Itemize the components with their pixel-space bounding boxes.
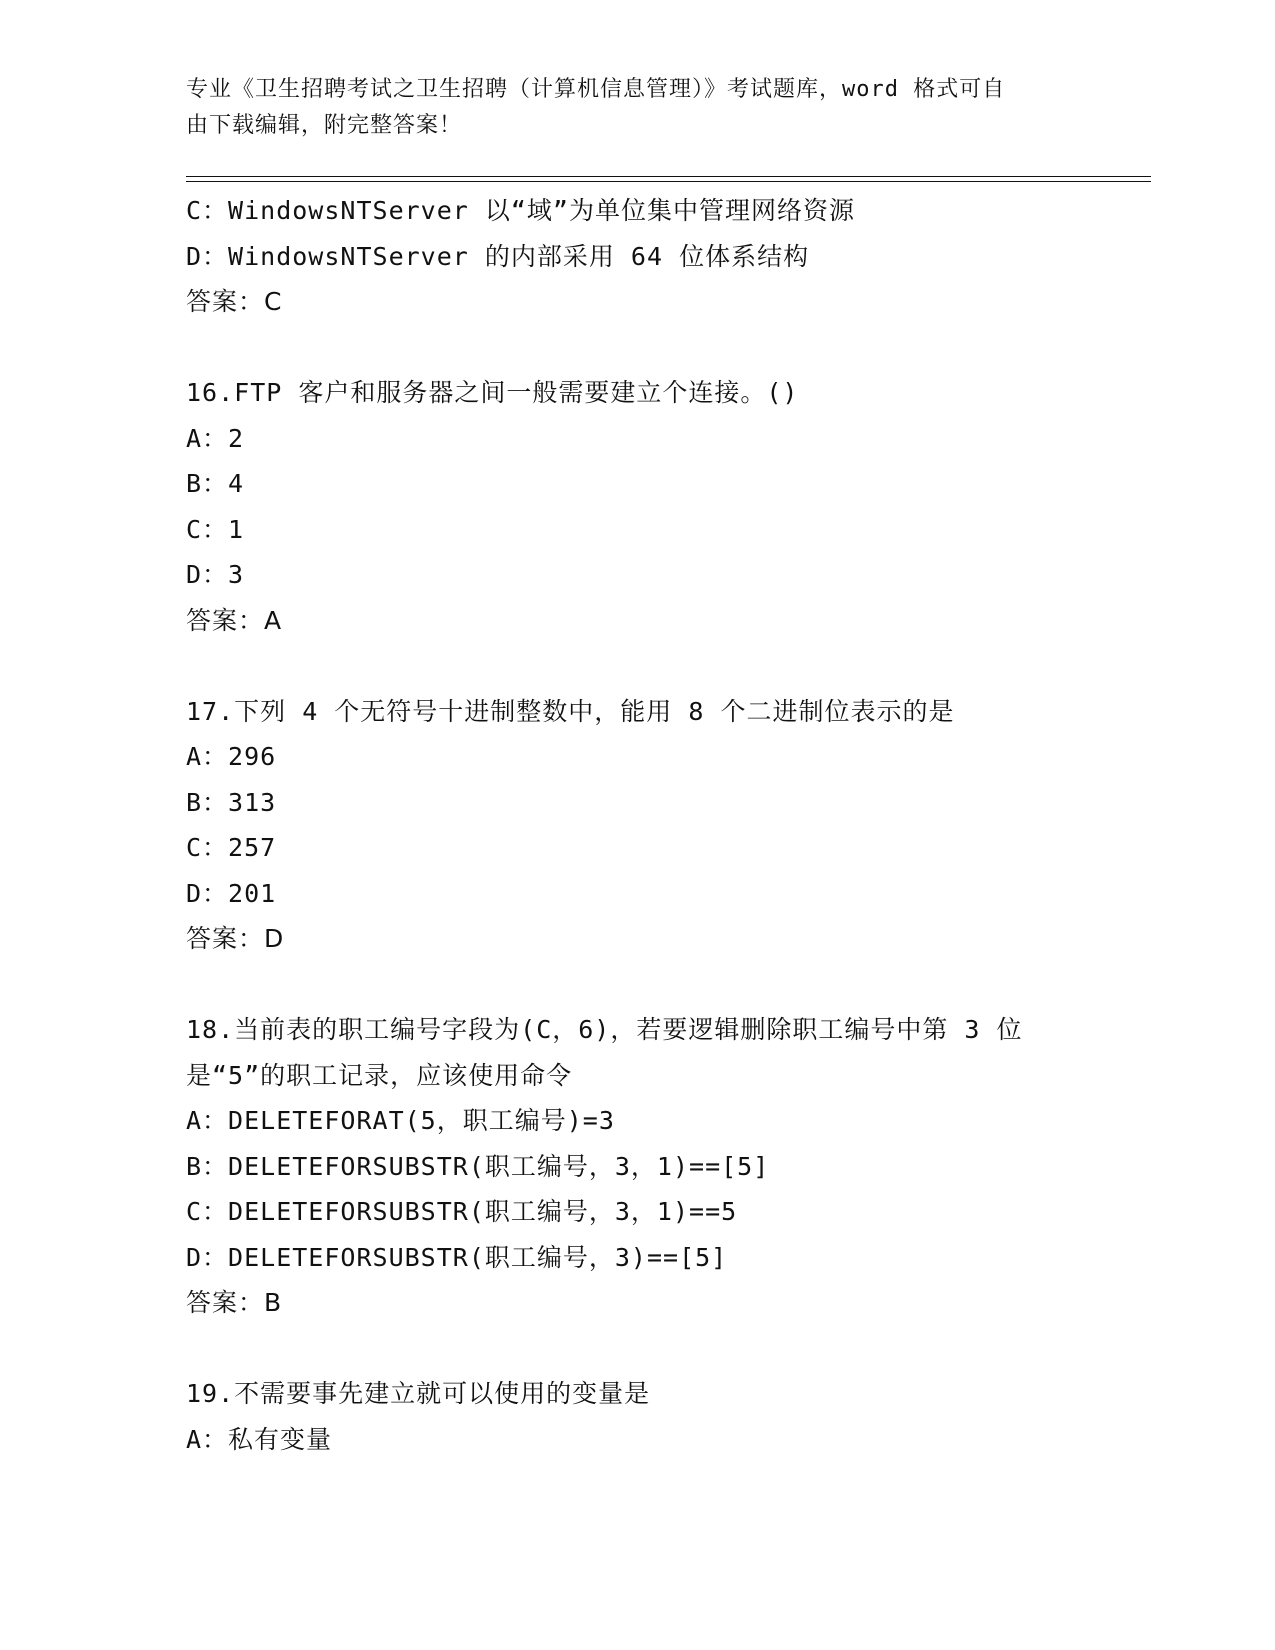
option-a: A：296 <box>186 742 277 771</box>
header-line-2: 由下载编辑，附完整答案！ <box>186 113 463 138</box>
option-a: A：2 <box>186 423 245 453</box>
question-stem: 18.当前表的职工编号字段为(C，6)，若要逻辑删除职工编号中第 3 位 <box>186 1015 1023 1044</box>
option-b: B：313 <box>186 787 277 817</box>
header-divider-top <box>186 176 1151 177</box>
option-c: C：257 <box>186 833 277 862</box>
option-d: D：201 <box>186 878 277 908</box>
option-d: D：DELETEFORSUBSTR(职工编号，3)==[5] <box>186 1242 728 1272</box>
spacer <box>186 325 1086 371</box>
answer-line: 答案：C <box>186 287 283 316</box>
spacer <box>186 1326 1086 1372</box>
prev-question <box>186 188 1086 325</box>
spacer <box>186 962 1086 1008</box>
question-stem: 17.下列 4 个无符号十进制整数中，能用 8 个二进制位表示的是 <box>186 696 955 726</box>
spacer <box>186 643 1086 689</box>
question-17 <box>186 689 1086 962</box>
header-divider-bottom <box>186 181 1151 182</box>
option-b: B：4 <box>186 469 245 498</box>
question-stem: 19.不需要事先建立就可以使用的变量是 <box>186 1379 651 1408</box>
option-a: A：DELETEFORAT(5，职工编号)=3 <box>186 1106 615 1135</box>
option-d: D：3 <box>186 560 245 589</box>
option-a: A：私有变量 <box>186 1424 333 1454</box>
option-c: C：1 <box>186 514 245 544</box>
answer-line: 答案：D <box>186 924 285 953</box>
option-c: C：DELETEFORSUBSTR(职工编号，3，1)==5 <box>186 1197 738 1226</box>
document-header <box>186 72 1066 144</box>
question-19 <box>186 1371 1086 1462</box>
option-b: B：DELETEFORSUBSTR(职工编号，3，1)==[5] <box>186 1151 770 1181</box>
answer-line: 答案：A <box>186 605 283 635</box>
option-c: C：WindowsNTServer 以“域”为单位集中管理网络资源 <box>186 196 855 225</box>
question-content <box>186 188 1086 1462</box>
question-16 <box>186 370 1086 643</box>
question-stem: 16.FTP 客户和服务器之间一般需要建立个连接。() <box>186 378 799 407</box>
question-stem-continued: 是“5”的职工记录，应该使用命令 <box>186 1060 573 1090</box>
question-18 <box>186 1007 1086 1326</box>
option-d: D：WindowsNTServer 的内部采用 64 位体系结构 <box>186 241 810 271</box>
answer-line: 答案：B <box>186 1288 283 1317</box>
header-line-1: 专业《卫生招聘考试之卫生招聘（计算机信息管理）》考试题库，word 格式可自 <box>186 77 1006 102</box>
